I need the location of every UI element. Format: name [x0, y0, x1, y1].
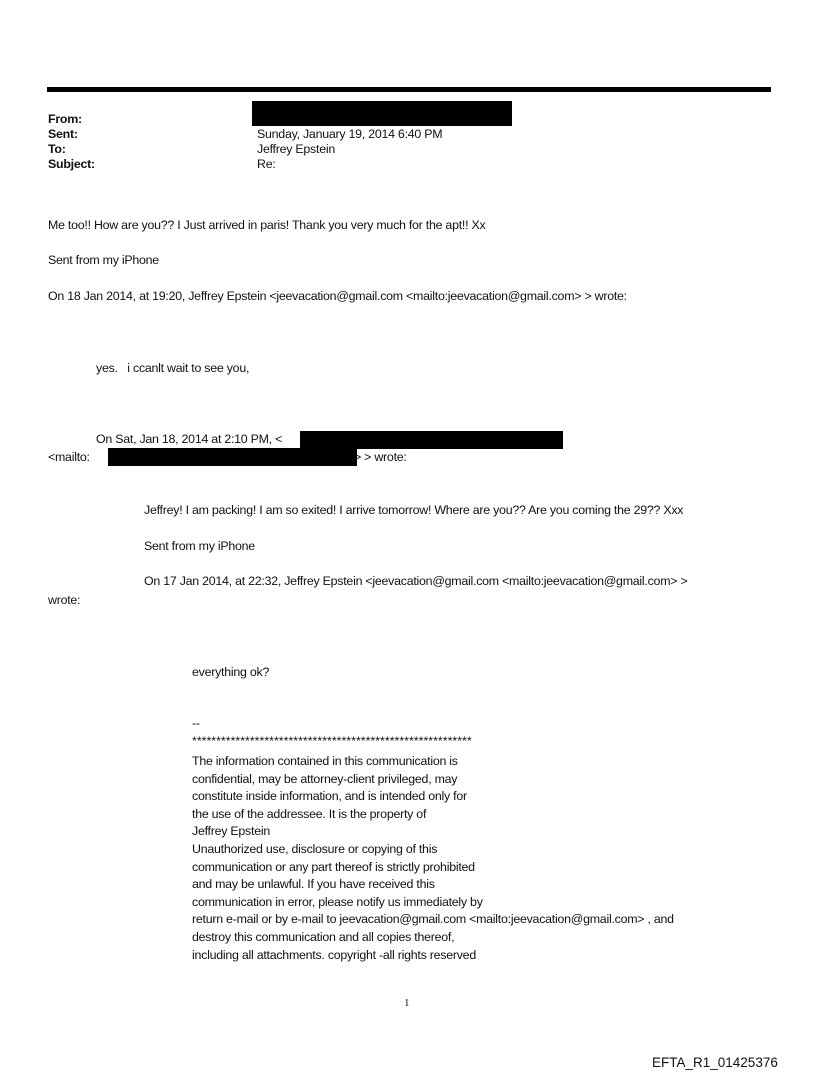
quote-header-3a: On 17 Jan 2014, at 22:32, Jeffrey Epstein <jeevacation@gmail.com <mailto:jeevacation@gmail.com> >: [144, 574, 688, 588]
from-label: From:: [48, 112, 82, 126]
quote-header-1: On 18 Jan 2014, at 19:20, Jeffrey Epstein <jeevacation@gmail.com <mailto:jeevacation@gmail.com> > wrote:: [48, 289, 627, 303]
disclaimer-line: return e-mail or by e-mail to jeevacation@gmail.com <mailto:jeevacation@gmail.com> , and: [192, 912, 674, 927]
signature-1: Sent from my iPhone: [48, 253, 159, 267]
disclaimer-line: and may be unlawful. If you have received this: [192, 877, 435, 892]
to-value: Jeffrey Epstein: [257, 142, 335, 156]
message-1: Me too!! How are you?? I Just arrived in paris! Thank you very much for the apt!! Xx: [48, 218, 486, 232]
sent-label: Sent:: [48, 127, 78, 141]
disclaimer-line: including all attachments. copyright -all rights reserved: [192, 947, 476, 962]
message-4: everything ok?: [192, 665, 270, 679]
page-number: 1: [404, 997, 410, 1009]
quote-header-2c: > > wrote:: [354, 450, 407, 464]
disclaimer-line: destroy this communication and all copies thereof,: [192, 929, 455, 944]
signature-stars: **********************************************************: [192, 734, 472, 748]
quote-header-2b: <mailto:: [48, 450, 90, 464]
subject-value: Re:: [257, 157, 276, 171]
disclaimer-line: communication or any part thereof is strictly prohibited: [192, 859, 475, 874]
quote-header-3b: wrote:: [48, 593, 81, 607]
to-label: To:: [48, 142, 66, 156]
message-3: Jeffrey! I am packing! I am so exited! I arrive tomorrow! Where are you?? Are you coming the 29?? Xxx: [144, 503, 684, 517]
redaction-sender: [300, 431, 563, 449]
disclaimer-line: the use of the addressee. It is the property of: [192, 806, 427, 821]
signature-3: Sent from my iPhone: [144, 539, 255, 553]
disclaimer-line: The information contained in this communication is: [192, 754, 458, 768]
sent-value: Sunday, January 19, 2014 6:40 PM: [257, 127, 443, 141]
quote-header-2a: On Sat, Jan 18, 2014 at 2:10 PM, <: [96, 432, 283, 446]
disclaimer-line: communication in error, please notify us immediately by: [192, 894, 483, 909]
message-2: yes. i ccanlt wait to see you,: [96, 361, 250, 375]
header-rule: [47, 87, 771, 92]
disclaimer-line: Unauthorized use, disclosure or copying of this: [192, 841, 438, 856]
disclaimer-line: Jeffrey Epstein: [192, 824, 270, 839]
redaction-from: [252, 101, 512, 126]
redaction-mailto: [108, 448, 357, 466]
signature-dashes: --: [192, 716, 200, 730]
document-id: EFTA_R1_01425376: [652, 1055, 778, 1070]
disclaimer: [192, 753, 674, 964]
disclaimer-line: constitute inside information, and is intended only for: [192, 789, 467, 804]
subject-label: Subject:: [48, 157, 95, 171]
disclaimer-line: confidential, may be attorney-client privileged, may: [192, 771, 458, 786]
